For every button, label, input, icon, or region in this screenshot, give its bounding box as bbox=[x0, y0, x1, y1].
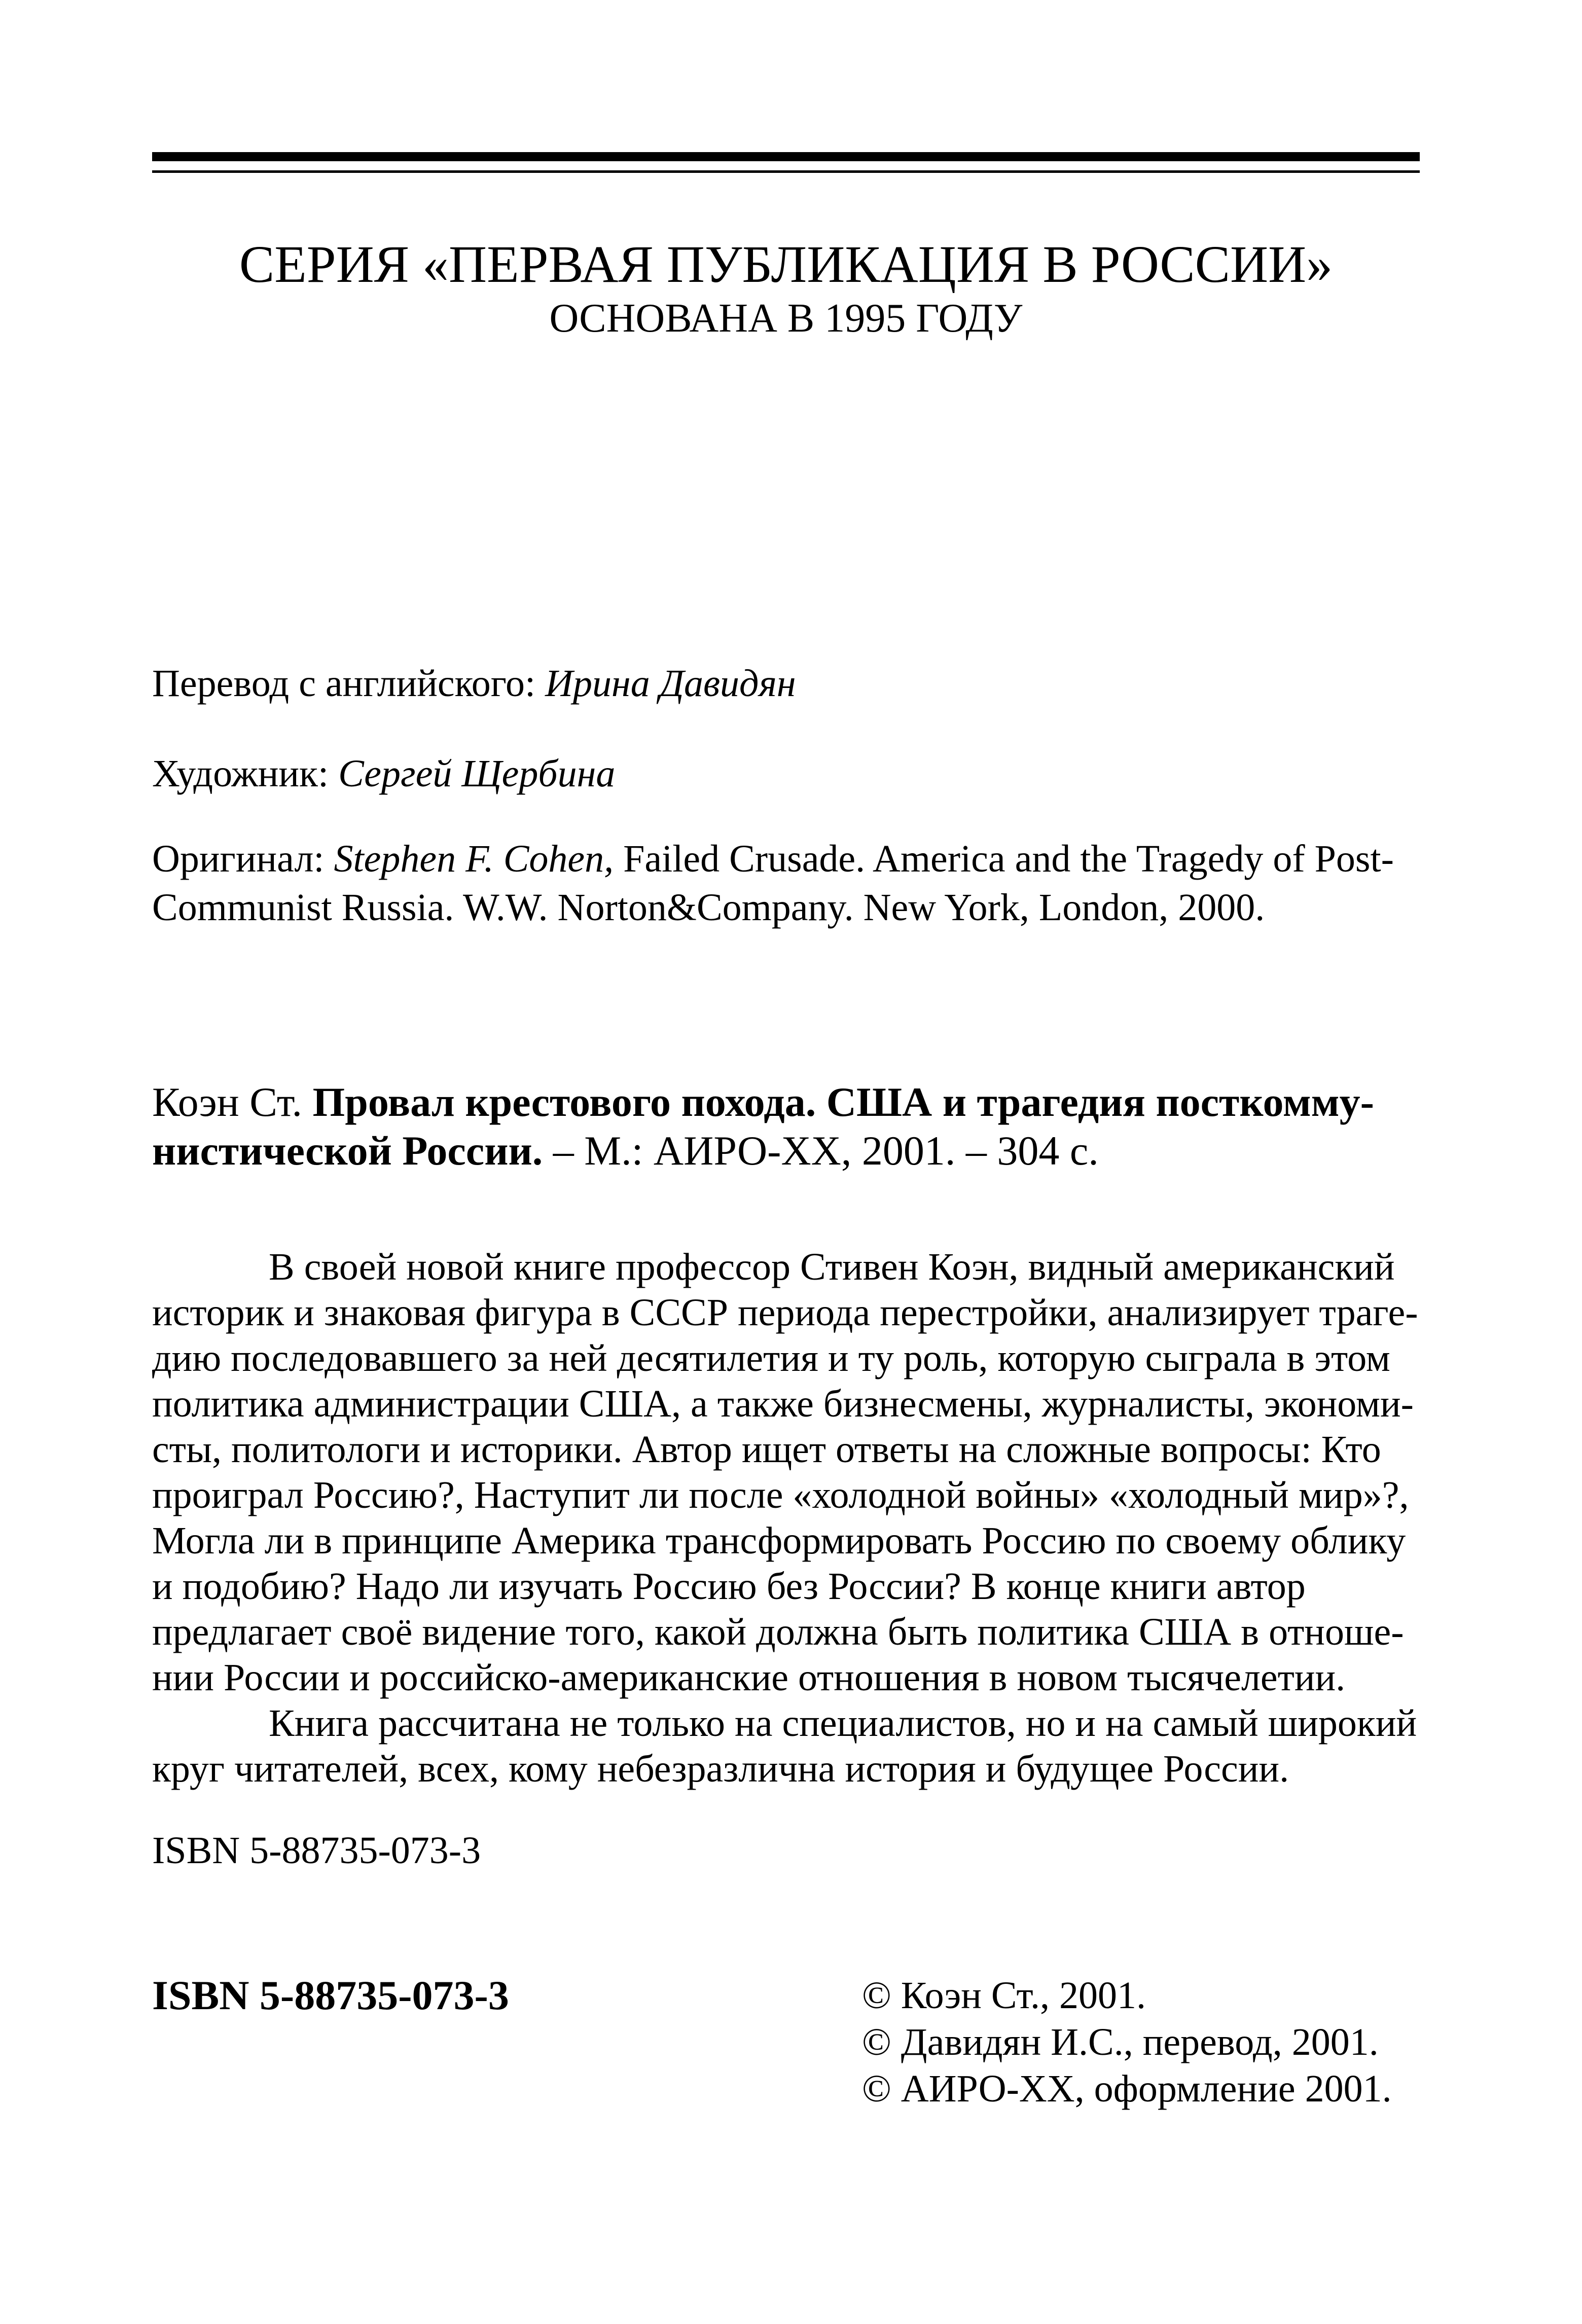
abstract-line: Книга рассчитана не только на специалистов, но и на самый широкий bbox=[269, 1702, 1417, 1745]
abstract-line: В своей новой книге профессор Стивен Коэн, видный американский bbox=[269, 1246, 1395, 1288]
isbn-bold: ISBN 5-88735-073-3 bbox=[152, 1972, 509, 2018]
abstract-line: проиграл Россию?, Наступит ли после «холодной войны» «холодный мир»?, bbox=[152, 1474, 1409, 1516]
translator-name: Ирина Давидян bbox=[545, 662, 796, 705]
bibliographic-citation bbox=[152, 1078, 1430, 1175]
abstract bbox=[152, 1244, 1430, 1792]
isbn-plain: ISBN 5-88735-073-3 bbox=[152, 1829, 481, 1872]
citation-author: Коэн Ст. bbox=[152, 1079, 313, 1125]
translator-credit bbox=[152, 659, 1430, 708]
original-credit bbox=[152, 834, 1430, 932]
translator-label: Перевод с английского: bbox=[152, 662, 546, 705]
abstract-line: сты, политологи и историки. Автор ищет ответы на сложные вопросы: Кто bbox=[152, 1428, 1381, 1471]
series-title: СЕРИЯ «ПЕРВАЯ ПУБЛИКАЦИЯ В РОССИИ» bbox=[239, 235, 1333, 294]
original-author: Stephen F. Cohen, bbox=[334, 838, 614, 880]
top-rule-thin bbox=[152, 170, 1420, 173]
abstract-line: и подобию? Надо ли изучать Россию без России? В конце книги автор bbox=[152, 1565, 1306, 1608]
abstract-line: предлагает своё видение того, какой должна быть политика США в отноше- bbox=[152, 1611, 1404, 1653]
copyright-line: © АИРО-XX, оформление 2001. bbox=[862, 2067, 1392, 2110]
original-line-1 bbox=[152, 834, 1430, 883]
abstract-line: нии России и российско-американские отношения в новом тысячелетии. bbox=[152, 1656, 1346, 1699]
artist-credit bbox=[152, 749, 1430, 798]
citation-line-1 bbox=[152, 1078, 1430, 1127]
citation-publication: – М.: АИРО-XX, 2001. – 304 с. bbox=[543, 1128, 1099, 1174]
abstract-line: историк и знаковая фигура в СССР периода перестройки, анализирует траге- bbox=[152, 1291, 1418, 1334]
copyright-line: © Давидян И.С., перевод, 2001. bbox=[862, 2021, 1379, 2063]
artist-name: Сергей Щербина bbox=[338, 752, 616, 795]
copyright-block bbox=[862, 1972, 1392, 2112]
original-line-2: Communist Russia. W.W. Norton&Company. New York, London, 2000. bbox=[152, 886, 1265, 929]
citation-title-2: нистической России. bbox=[152, 1128, 543, 1174]
abstract-line: круг читателей, всех, кому небезразлична история и будущее России. bbox=[152, 1748, 1289, 1790]
abstract-line: Могла ли в принципе Америка трансформировать Россию по своему облику bbox=[152, 1519, 1406, 1562]
citation-title-1: Провал крестового похода. США и трагедия посткомму- bbox=[312, 1079, 1374, 1125]
abstract-line: политика администрации США, а также бизнесмены, журналисты, экономи- bbox=[152, 1383, 1414, 1425]
top-rule-thick bbox=[152, 152, 1420, 161]
original-title: Failed Crusade. America and the Tragedy of Post- bbox=[614, 838, 1394, 880]
original-label: Оригинал: bbox=[152, 838, 334, 880]
citation-line-2 bbox=[152, 1127, 1430, 1175]
copyright-line: © Коэн Ст., 2001. bbox=[862, 1974, 1146, 2017]
abstract-line: дию последовавшего за ней десятилетия и ту роль, которую сыграла в этом bbox=[152, 1337, 1390, 1379]
series-subtitle: ОСНОВАНА В 1995 ГОДУ bbox=[549, 296, 1023, 341]
artist-label: Художник: bbox=[152, 752, 339, 795]
